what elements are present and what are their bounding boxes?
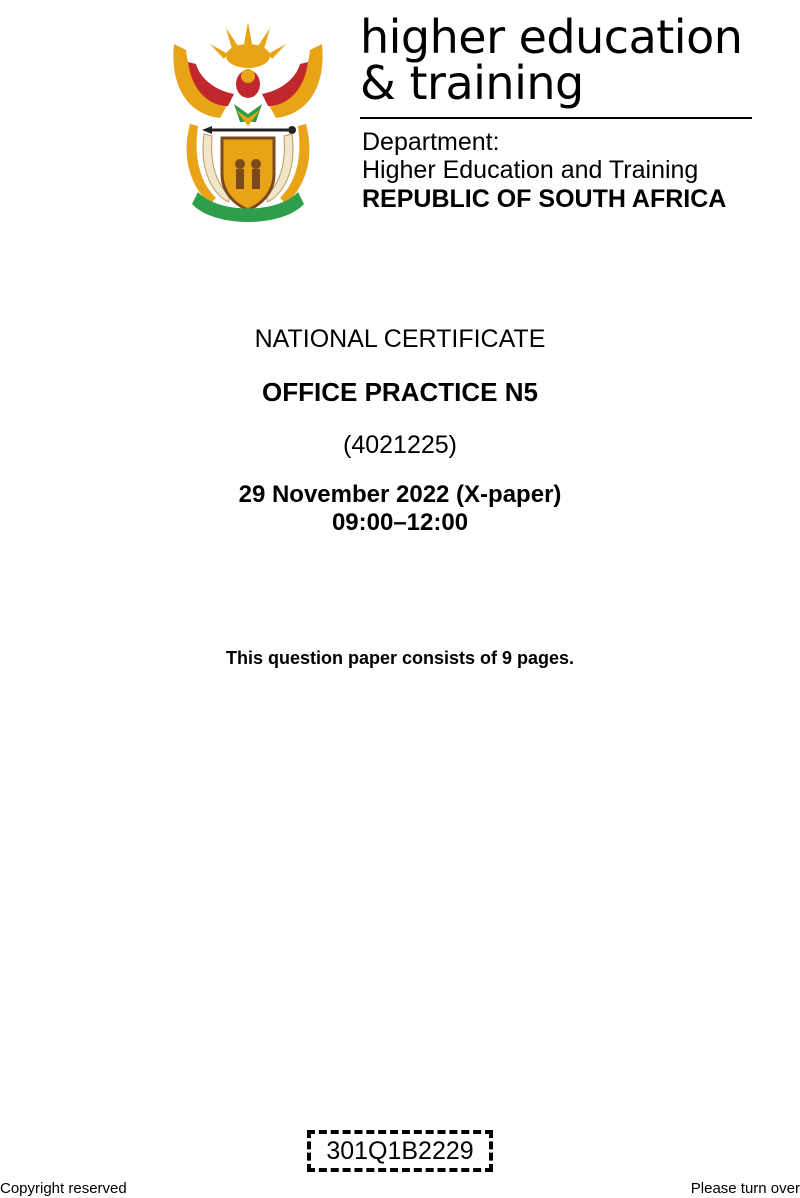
department-country: REPUBLIC OF SOUTH AFRICA (362, 185, 727, 213)
subject-code: (4021225) (343, 431, 457, 459)
certificate-title: NATIONAL CERTIFICATE (254, 325, 546, 353)
department-label: Department: (362, 128, 500, 156)
spear-icon (202, 126, 296, 134)
secretary-bird-icon (234, 69, 262, 126)
subject-title: OFFICE PRACTICE N5 (262, 377, 538, 407)
paper-id: 301Q1B2229 (326, 1137, 474, 1165)
copyright-notice: Copyright reserved (0, 1180, 127, 1197)
sun-icon (210, 22, 286, 68)
brand-line-2: & training (360, 56, 584, 110)
page-count-note: This question paper consists of 9 pages. (225, 648, 575, 668)
department-name: Higher Education and Training (362, 156, 699, 184)
brand-divider (360, 117, 752, 119)
exam-time: 09:00–12:00 (331, 509, 469, 536)
exam-date: 29 November 2022 (X-paper) (238, 481, 562, 508)
brand-line-1: higher education (360, 10, 743, 64)
shield-icon (222, 138, 274, 210)
coat-of-arms-logo (164, 14, 332, 234)
turn-over-notice: Please turn over (690, 1180, 800, 1197)
